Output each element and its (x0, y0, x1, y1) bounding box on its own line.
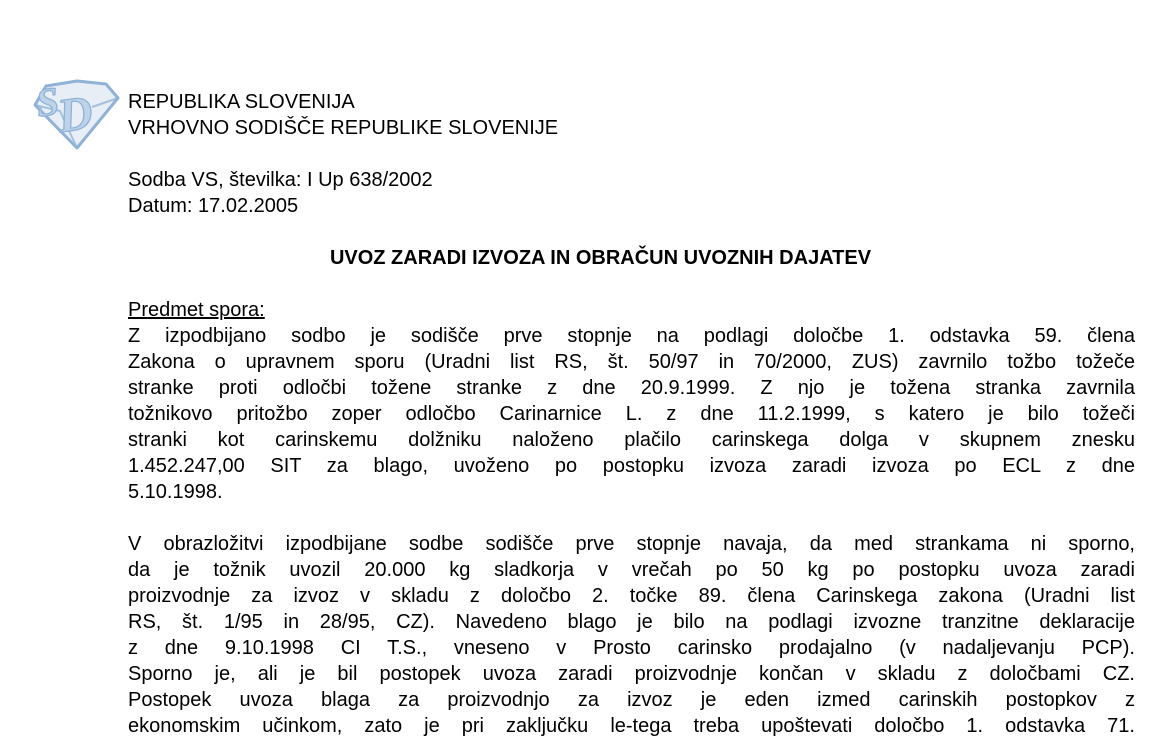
text-line: stranke proti odločbi tožene stranke z dne 20.9.1999. Z njo je tožena stranka zavrnila (128, 377, 1135, 399)
text-line: tožnikovo pritožbo zoper odločbo Carinarnice L. z dne 11.2.1999, s katero je bilo tožeči (128, 403, 1135, 425)
meta-block (128, 167, 1135, 219)
text-line: 1.452.247,00 SIT za blago, uvoženo po postopku izvoza zaradi izvoza po ECL z dne (128, 455, 1135, 477)
text-line: da je tožnik uvozil 20.000 kg sladkorja v vrečah po 50 kg po postopku uvoza zaradi (128, 559, 1135, 581)
section-heading-predmet-spora: Predmet spora: (128, 299, 265, 321)
text-line: proizvodnje za izvoz v skladu z določbo 2. točke 89. člena Carinskega zakona (Uradni list (128, 585, 1135, 607)
sd-gem-icon (30, 76, 122, 152)
court-header-line: VRHOVNO SODIŠČE REPUBLIKE SLOVENIJE (128, 117, 559, 139)
text-line: Postopek uvoza blaga za proizvodnjo za izvoz je eden izmed carinskih postopkov z (128, 689, 1135, 711)
date-line: Datum: 17.02.2005 (128, 195, 299, 217)
supreme-court-logo (30, 76, 122, 152)
republic-header-line: REPUBLIKA SLOVENIJA (128, 91, 355, 113)
document-body (128, 323, 1135, 739)
logo-letter-s: S (33, 77, 62, 126)
text-line: z dne 9.10.1998 CI T.S., vneseno v Prosto carinsko prodajalno (v nadaljevanju PCP). (128, 637, 1135, 659)
case-number-line: Sodba VS, številka: I Up 638/2002 (128, 169, 433, 191)
text-line: Z izpodbijano sodbo je sodišče prve stopnje na podlagi določbe 1. odstavka 59. člena (128, 325, 1135, 347)
document-content (128, 89, 1135, 739)
text-line: RS, št. 1/95 in 28/95, CZ). Navedeno blago je bilo na podlagi izvozne tranzitne deklaracije (128, 611, 1135, 633)
body-paragraph (128, 323, 1135, 505)
text-line: Sporno je, ali je bil postopek uvoza zaradi proizvodnje končan v skladu z določbami CZ. (128, 663, 1135, 685)
body-paragraph (128, 531, 1135, 739)
text-line: V obrazložitvi izpodbijane sodbe sodišče prve stopnje navaja, da med strankama ni sporno, (128, 533, 1135, 555)
logo-letter-d: D (54, 85, 96, 144)
text-line: stranki kot carinskemu dolžniku naloženo plačilo carinskega dolga v skupnem znesku (128, 429, 1135, 451)
document-title: UVOZ ZARADI IZVOZA IN OBRAČUN UVOZNIH DAJATEV (329, 247, 872, 269)
text-line: Zakona o upravnem sporu (Uradni list RS, št. 50/97 in 70/2000, ZUS) zavrnilo tožbo tožeče (128, 351, 1135, 373)
text-line: 5.10.1998. (128, 481, 223, 503)
text-line: ekonomskim učinkom, zato je pri zaključku le-tega treba upoštevati določbo 1. odstavka 71. (128, 715, 1135, 737)
